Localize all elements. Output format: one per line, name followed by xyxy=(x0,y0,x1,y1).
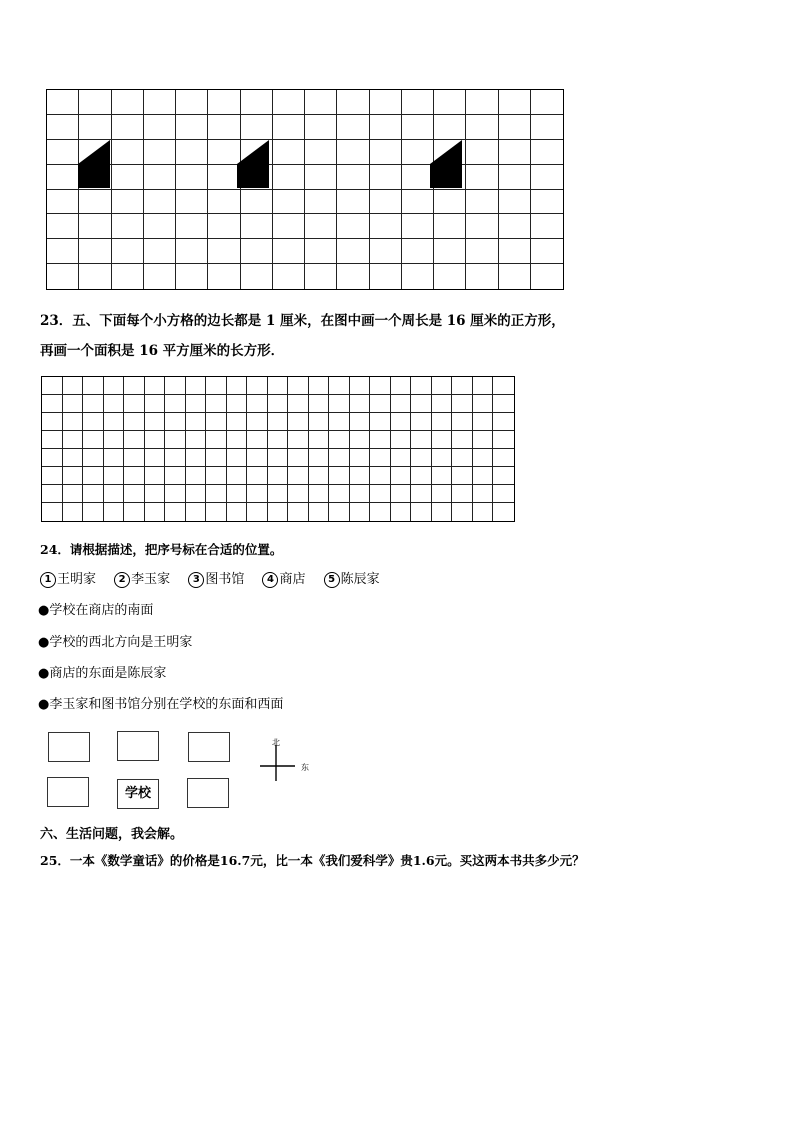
grid-cell xyxy=(124,395,145,413)
grid-cell xyxy=(411,467,432,485)
grid-cell xyxy=(370,395,391,413)
grid-cell xyxy=(104,467,125,485)
grid-cell xyxy=(63,467,84,485)
grid-cell xyxy=(493,449,514,467)
grid-cell xyxy=(411,485,432,503)
grid-cell xyxy=(370,449,391,467)
grid-cell xyxy=(473,503,494,521)
grid-cell xyxy=(124,431,145,449)
grid-cell xyxy=(411,449,432,467)
option-2: 2 李玉家 xyxy=(114,571,170,589)
grid-cell xyxy=(227,413,248,431)
grid-cell xyxy=(370,413,391,431)
grid-cell xyxy=(145,449,166,467)
grid-cell xyxy=(309,503,330,521)
grid-cell xyxy=(83,377,104,395)
trapezoid-shape xyxy=(430,140,462,188)
grid-cell xyxy=(288,503,309,521)
grid-cell xyxy=(104,485,125,503)
trapezoid-shape xyxy=(237,140,269,188)
grid-cell xyxy=(186,431,207,449)
grid-cell xyxy=(42,431,63,449)
grid-cell xyxy=(473,395,494,413)
grid-cell xyxy=(391,431,412,449)
grid-cell xyxy=(452,503,473,521)
grid-cell xyxy=(309,395,330,413)
grid-cell xyxy=(83,395,104,413)
compass-icon xyxy=(255,735,315,785)
grid-cell xyxy=(432,431,453,449)
grid-cell xyxy=(104,431,125,449)
grid-cell xyxy=(247,395,268,413)
grid-cell xyxy=(391,467,412,485)
grid-cell xyxy=(165,449,186,467)
grid-cell xyxy=(391,503,412,521)
grid-cell xyxy=(350,449,371,467)
grid-cell xyxy=(206,413,227,431)
grid-cell xyxy=(247,377,268,395)
q25-text: 25．一本《数学童话》的价格是16.7元，比一本《我们爱科学》贵1.6元。买这两本书共多少元？ xyxy=(40,853,585,868)
grid-cell xyxy=(104,413,125,431)
grid-cell xyxy=(268,431,289,449)
grid-cell xyxy=(104,395,125,413)
grid-cell xyxy=(165,413,186,431)
grid-cell xyxy=(145,395,166,413)
q23-line1: 23．五、下面每个小方格的边长都是 1 厘米，在图中画一个周长是 16 厘米的正方形， xyxy=(40,313,565,329)
grid-cell xyxy=(124,485,145,503)
grid-cell xyxy=(329,395,350,413)
grid-cell xyxy=(288,485,309,503)
grid-cell xyxy=(186,503,207,521)
grid-cell xyxy=(493,377,514,395)
grid-cell xyxy=(165,485,186,503)
grid-cell xyxy=(104,503,125,521)
q24-title: 24．请根据描述，把序号标在合适的位置。 xyxy=(40,542,283,557)
grid-cell xyxy=(288,377,309,395)
grid-cell xyxy=(165,431,186,449)
grid-cell xyxy=(206,485,227,503)
grid-cell xyxy=(206,449,227,467)
grid-cell xyxy=(145,485,166,503)
grid-cell xyxy=(411,503,432,521)
option-1: 1 王明家 xyxy=(40,571,96,589)
grid-cell xyxy=(350,431,371,449)
grid-cell xyxy=(206,377,227,395)
grid-cell xyxy=(186,377,207,395)
grid-cell xyxy=(493,503,514,521)
grid-cell xyxy=(411,431,432,449)
grid-cell xyxy=(268,395,289,413)
grid-cell xyxy=(63,431,84,449)
grid-cell xyxy=(206,467,227,485)
grid-cell xyxy=(63,503,84,521)
position-box[interactable] xyxy=(187,778,229,808)
grid-cell xyxy=(370,377,391,395)
grid-cell xyxy=(493,485,514,503)
grid-cell xyxy=(432,395,453,413)
grid-cell xyxy=(473,485,494,503)
grid-cell xyxy=(391,377,412,395)
position-box[interactable] xyxy=(48,732,90,762)
grid-cell xyxy=(247,413,268,431)
grid-cell xyxy=(432,377,453,395)
option-3: 3 图书馆 xyxy=(188,571,244,589)
position-box[interactable] xyxy=(188,732,230,762)
grid-cell xyxy=(309,413,330,431)
grid-cell xyxy=(370,467,391,485)
grid-cell xyxy=(370,485,391,503)
grid-cell xyxy=(104,377,125,395)
grid-cell xyxy=(63,485,84,503)
grid-cell xyxy=(288,467,309,485)
grid-cell xyxy=(411,377,432,395)
grid-cell xyxy=(186,449,207,467)
grid-cell xyxy=(329,377,350,395)
bullet-2: ●学校的西北方向是王明家 xyxy=(38,635,193,650)
grid-cell xyxy=(104,449,125,467)
section6-title: 六、生活问题，我会解。 xyxy=(40,827,184,842)
grid-cell xyxy=(124,503,145,521)
grid-cell xyxy=(493,413,514,431)
grid-cell xyxy=(165,503,186,521)
grid-cell xyxy=(329,449,350,467)
grid-cell xyxy=(227,395,248,413)
bullet-4: ●李玉家和图书馆分别在学校的东面和西面 xyxy=(38,697,284,712)
grid-cell xyxy=(288,395,309,413)
grid-cell xyxy=(186,413,207,431)
grid-cell xyxy=(227,467,248,485)
grid-cell xyxy=(227,503,248,521)
grid-cell xyxy=(42,503,63,521)
grid-cell xyxy=(145,503,166,521)
grid-cell xyxy=(206,395,227,413)
option-5: 5 陈辰家 xyxy=(324,571,380,589)
grid-cell xyxy=(145,377,166,395)
grid-cell xyxy=(350,485,371,503)
grid-cell xyxy=(247,449,268,467)
grid-cell xyxy=(309,377,330,395)
grid-cell xyxy=(186,395,207,413)
grid-cell xyxy=(206,503,227,521)
grid-cell xyxy=(268,377,289,395)
grid-cell xyxy=(83,413,104,431)
grid-cell xyxy=(124,449,145,467)
grid-cell xyxy=(288,449,309,467)
grid-cell xyxy=(206,431,227,449)
grid-cell xyxy=(268,413,289,431)
grid-cell xyxy=(83,431,104,449)
grid-cell xyxy=(247,485,268,503)
grid-cell xyxy=(391,485,412,503)
grid-cell xyxy=(452,449,473,467)
bullet-1: ●学校在商店的南面 xyxy=(38,603,154,618)
bullet-3: ●商店的东面是陈辰家 xyxy=(38,666,167,681)
grid-cell xyxy=(63,377,84,395)
grid-cell xyxy=(309,485,330,503)
grid-cell xyxy=(124,413,145,431)
grid-cell xyxy=(370,503,391,521)
grid-cell xyxy=(473,449,494,467)
grid-cell xyxy=(370,431,391,449)
grid-cell xyxy=(473,467,494,485)
grid-cell xyxy=(63,449,84,467)
grid-cell xyxy=(452,431,473,449)
grid-cell xyxy=(42,485,63,503)
position-box[interactable] xyxy=(117,731,159,761)
grid-cell xyxy=(227,431,248,449)
grid-cell xyxy=(42,449,63,467)
grid-cell xyxy=(391,413,412,431)
grid-cell xyxy=(268,467,289,485)
grid-cell xyxy=(452,485,473,503)
grid-cell xyxy=(452,395,473,413)
grid-cell xyxy=(309,467,330,485)
grid-cell xyxy=(350,377,371,395)
grid-cell xyxy=(165,395,186,413)
grid-cell xyxy=(329,431,350,449)
option-4: 4 商店 xyxy=(262,571,305,589)
grid-cell xyxy=(227,485,248,503)
school-box: 学校 xyxy=(117,779,159,809)
grid-cell xyxy=(329,467,350,485)
shape-overlay xyxy=(46,89,564,290)
grid-cell xyxy=(42,467,63,485)
grid-cell xyxy=(186,467,207,485)
grid-cell xyxy=(329,413,350,431)
grid-cell xyxy=(288,431,309,449)
grid-cell xyxy=(83,467,104,485)
trapezoid-shape xyxy=(78,140,110,188)
grid-cell xyxy=(493,395,514,413)
grid-cell xyxy=(391,449,412,467)
grid-cell xyxy=(145,431,166,449)
grid-cell xyxy=(247,431,268,449)
grid-cell xyxy=(247,503,268,521)
grid-cell xyxy=(411,395,432,413)
grid-cell xyxy=(432,503,453,521)
grid-cell xyxy=(288,413,309,431)
grid-cell xyxy=(432,485,453,503)
grid-cell xyxy=(165,377,186,395)
grid-cell xyxy=(268,485,289,503)
position-box[interactable] xyxy=(47,777,89,807)
grid-cell xyxy=(83,449,104,467)
q24-options xyxy=(40,571,394,589)
grid-cell xyxy=(83,485,104,503)
grid-cell xyxy=(124,377,145,395)
grid-cell xyxy=(411,413,432,431)
grid-cell xyxy=(493,431,514,449)
grid-cell xyxy=(309,449,330,467)
grid-cell xyxy=(124,467,145,485)
grid-cell xyxy=(63,413,84,431)
grid-cell xyxy=(268,503,289,521)
grid-cell xyxy=(329,485,350,503)
grid-cell xyxy=(473,413,494,431)
grid-cell xyxy=(452,413,473,431)
q23-line2: 再画一个面积是 16 平方厘米的长方形． xyxy=(40,343,285,359)
grid-cell xyxy=(42,377,63,395)
grid-cell xyxy=(145,413,166,431)
grid-cell xyxy=(350,395,371,413)
grid-cell xyxy=(227,377,248,395)
grid-cell xyxy=(473,431,494,449)
grid-cell xyxy=(493,467,514,485)
grid-cell xyxy=(452,377,473,395)
grid-cell xyxy=(268,449,289,467)
grid-cell xyxy=(145,467,166,485)
svg-text:北: 北 xyxy=(272,738,280,747)
svg-text:东: 东 xyxy=(301,763,309,772)
grid-cell xyxy=(391,395,412,413)
grid-cell xyxy=(432,413,453,431)
grid-cell xyxy=(247,467,268,485)
grid-cell xyxy=(42,413,63,431)
grid-cell xyxy=(83,503,104,521)
grid-cell xyxy=(452,467,473,485)
grid-cell xyxy=(165,467,186,485)
grid-cell xyxy=(350,503,371,521)
grid-cell xyxy=(432,449,453,467)
grid-cell xyxy=(350,413,371,431)
grid-cell xyxy=(309,431,330,449)
grid-cell xyxy=(329,503,350,521)
grid-cell xyxy=(432,467,453,485)
grid-cell xyxy=(186,485,207,503)
grid-cell xyxy=(227,449,248,467)
grid-cell xyxy=(473,377,494,395)
grid-cell xyxy=(350,467,371,485)
drawing-grid[interactable] xyxy=(41,376,515,522)
grid-cell xyxy=(63,395,84,413)
grid-cell xyxy=(42,395,63,413)
